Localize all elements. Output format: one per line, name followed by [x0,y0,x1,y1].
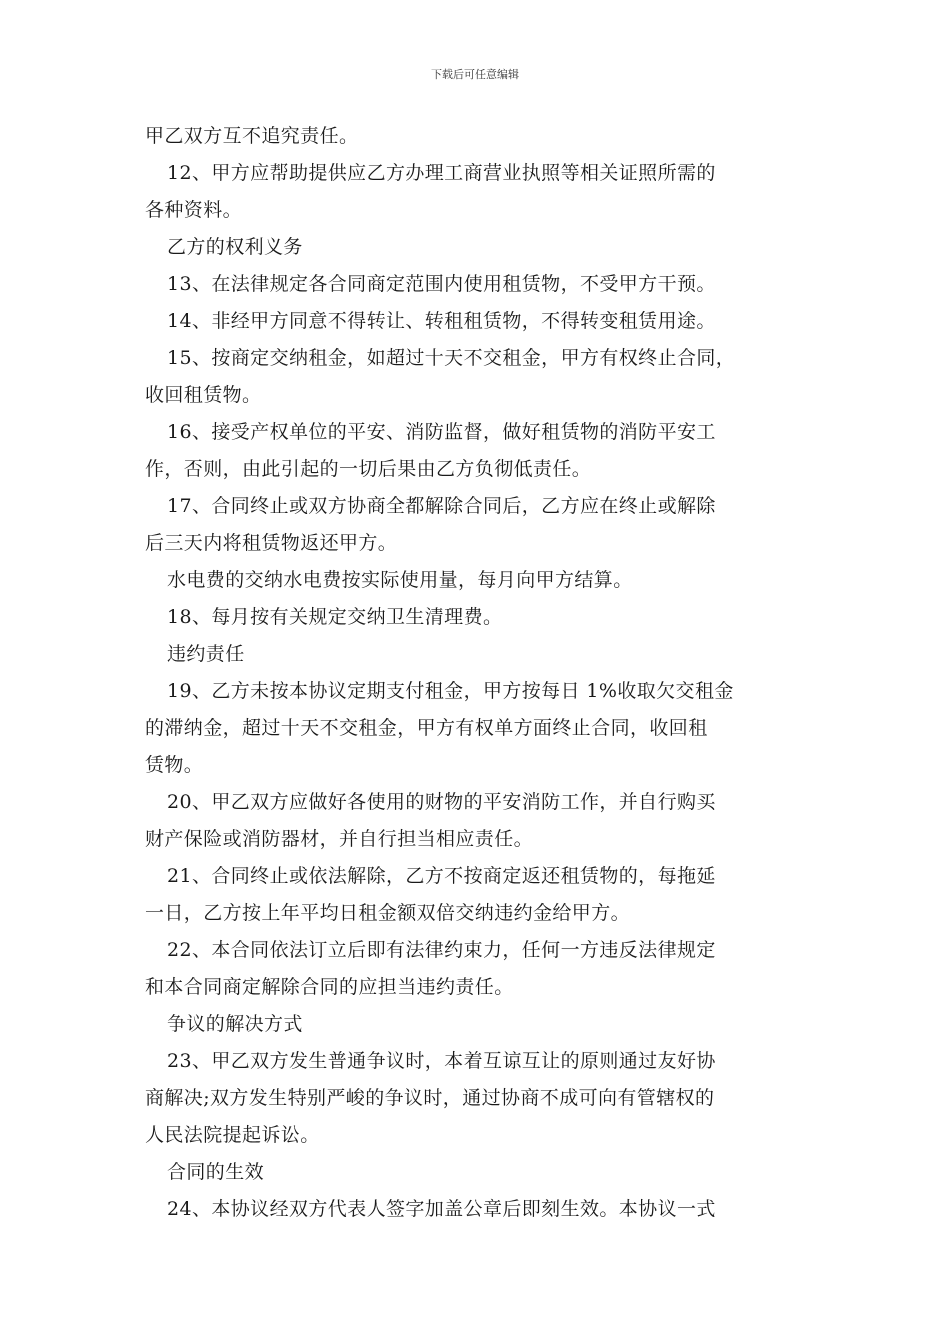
text-line: 甲乙双方互不追究责任。 [145,125,359,147]
text-line: 24、本协议经双方代表人签字加盖公章后即刻生效。本协议一式 [167,1198,716,1220]
text-line: 违约责任 [167,643,245,665]
text-line: 财产保险或消防器材，并自行担当相应责任。 [145,828,534,850]
text-line: 20、甲乙双方应做好各使用的财物的平安消防工作，并自行购买 [167,791,716,813]
document-body [145,118,825,1228]
text-line: 13、在法律规定各合同商定范围内使用租赁物，不受甲方干预。 [167,273,716,295]
text-line: 各种资料。 [145,199,243,221]
text-line: 15、按商定交纳租金，如超过十天不交租金，甲方有权终止合同， [167,347,736,369]
text-line: 16、接受产权单位的平安、消防监督，做好租赁物的消防平安工 [167,421,716,443]
text-line: 人民法院提起诉讼。 [145,1124,320,1146]
text-line: 收回租赁物。 [145,384,262,406]
text-line: 12、甲方应帮助提供应乙方办理工商营业执照等相关证照所需的 [167,162,716,184]
text-line: 一日，乙方按上年平均日租金额双倍交纳违约金给甲方。 [145,902,631,924]
text-line: 作，否则，由此引起的一切后果由乙方负彻低责任。 [145,458,592,480]
text-line: 18、每月按有关规定交纳卫生清理费。 [167,606,503,628]
text-line: 21、合同终止或依法解除，乙方不按商定返还租赁物的，每拖延 [167,865,716,887]
page-header: 下载后可任意编辑 [431,68,519,81]
text-line: 合同的生效 [167,1161,265,1183]
text-line: 乙方的权利义务 [167,236,303,258]
text-line: 19、乙方未按本协议定期支付租金，甲方按每日 1%收取欠交租金 [167,680,734,702]
text-line: 争议的解决方式 [167,1013,303,1035]
text-line: 17、合同终止或双方协商全都解除合同后，乙方应在终止或解除 [167,495,716,517]
text-line: 赁物。 [145,754,204,776]
text-line: 后三天内将租赁物返还甲方。 [145,532,398,554]
text-line: 商解决;双方发生特别严峻的争议时，通过协商不成可向有管辖权的 [145,1087,715,1109]
text-line: 的滞纳金，超过十天不交租金，甲方有权单方面终止合同，收回租 [145,717,708,739]
text-line: 22、本合同依法订立后即有法律约束力，任何一方违反法律规定 [167,939,716,961]
text-line: 水电费的交纳水电费按实际使用量，每月向甲方结算。 [167,569,633,591]
text-line: 和本合同商定解除合同的应担当违约责任。 [145,976,514,998]
text-line: 14、非经甲方同意不得转让、转租租赁物，不得转变租赁用途。 [167,310,716,332]
text-line: 23、甲乙双方发生普通争议时，本着互谅互让的原则通过友好协 [167,1050,716,1072]
